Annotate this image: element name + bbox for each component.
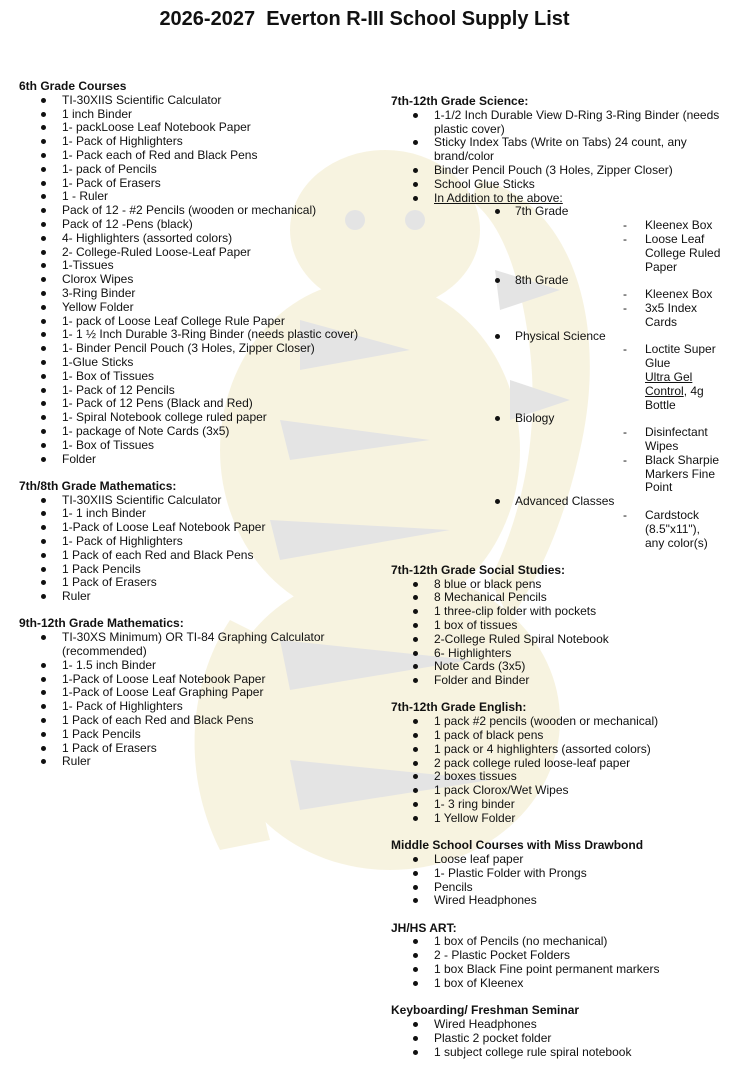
list-item: 1- Pack of Erasers [19,177,364,191]
list-item: 1 pack of black pens [391,729,721,743]
list-item: Pack of 12 - #2 Pencils (wooden or mechanical) [19,204,364,218]
list-item: 1-Pack of Loose Leaf Graphing Paper [19,686,364,700]
section-heading: 7th/8th Grade Mathematics: [19,478,177,493]
list-item: 1 box of Pencils (no mechanical) [391,935,721,949]
supply-list [19,494,364,604]
list-item: 1- Pack of Highlighters [19,700,364,714]
list-item: Folder [19,453,364,467]
list-item: 1 pack or 4 highlighters (assorted colors) [391,743,721,757]
section-heading: 7th-12th Grade Social Studies: [391,562,566,577]
list-item: 1-Pack of Loose Leaf Notebook Paper [19,521,364,535]
section-heading: 7th-12th Grade English: [391,700,527,715]
section-9-12-math [19,617,364,769]
supply-list [19,94,364,467]
sub-list-item [434,330,721,413]
list-item: 1 pack #2 pencils (wooden or mechanical) [391,715,721,729]
section-english [391,701,721,825]
sub-list [434,205,721,550]
grade-label: 7th Grade [515,204,569,219]
list-item: 1- 1 ½ Inch Durable 3-Ring Binder (needs plastic cover) [19,328,364,342]
section-science [391,95,721,550]
list-item: 1- Pack of Highlighters [19,535,364,549]
underlined-text: Ultra Gel Control [645,369,693,398]
list-item: Wired Headphones [391,1018,721,1032]
sub-list-item [434,274,721,329]
supply-list [391,1018,721,1059]
list-item: 2 pack college ruled loose-leaf paper [391,757,721,771]
section-heading: 7th-12th Grade Science: [391,94,529,108]
list-item: Folder and Binder [391,674,721,688]
list-item: 1 Pack Pencils [19,728,364,742]
list-item: 1 pack Clorox/Wet Wipes [391,784,721,798]
dash-item: - Disinfectant Wipes [515,426,721,454]
list-item: 1- Plastic Folder with Prongs [391,867,721,881]
continued-item [515,371,721,412]
dash-item: - Kleenex Box [515,288,721,302]
list-item: 1- 1.5 inch Binder [19,659,364,673]
left-column [19,80,364,783]
list-item: 1- Binder Pencil Pouch (3 Holes, Zipper Closer) [19,342,364,356]
supply-list [391,853,721,908]
sub-list-item [434,495,721,550]
list-item: 1 three-clip folder with pockets [391,605,721,619]
list-item: 1-Tissues [19,259,364,273]
list-item: 1-Pack of Loose Leaf Notebook Paper [19,673,364,687]
list-item: 1- package of Note Cards (3x5) [19,425,364,439]
list-item: Yellow Folder [19,301,364,315]
list-item: 8 Mechanical Pencils [391,591,721,605]
section-6th-grade [19,80,364,466]
list-item: 1 Pack of Erasers [19,576,364,590]
list-item: 1 box Black Fine point permanent markers [391,963,721,977]
list-item: TI-30XIIS Scientific Calculator [19,94,364,108]
page-title: 2026-2027 Everton R-III School Supply List [159,8,570,30]
dash-item: - Loose Leaf College Ruled Paper [515,233,721,274]
dash-item: - Black Sharpie Markers Fine Point [515,454,721,495]
section-heading: Middle School Courses with Miss Drawbond [391,838,644,853]
section-middle-school [391,839,721,908]
list-item: 1 Pack Pencils [19,563,364,577]
list-item: 1 subject college rule spiral notebook [391,1046,721,1060]
supply-list [391,192,721,551]
list-item: 6- Highlighters [391,647,721,661]
list-item: 1- pack of Pencils [19,163,364,177]
section-heading: 9th-12th Grade Mathematics: [19,616,184,631]
list-item: 2 - Plastic Pocket Folders [391,949,721,963]
list-item: 1- packLoose Leaf Notebook Paper [19,121,364,135]
list-item: 1 Pack of each Red and Black Pens [19,714,364,728]
list-item: Loose leaf paper [391,853,721,867]
list-item: 1 box of tissues [391,619,721,633]
list-item: 1-Glue Sticks [19,356,364,370]
list-item: Ruler [19,590,364,604]
dash-item: - Loctite Super Glue [515,343,721,371]
supply-list [391,715,721,825]
list-item: TI-30XS Minimum) OR TI-84 Graphing Calculator (recommended) [19,631,364,659]
list-item: 1 Pack of Erasers [19,742,364,756]
list-item: Ruler [19,755,364,769]
list-item: Pack of 12 -Pens (black) [19,218,364,232]
item-text: , 4g Bottle [645,383,704,412]
list-item: 1- Pack of 12 Pens (Black and Red) [19,397,364,411]
addition-label: In Addition to the above: [434,190,563,205]
section-heading: Keyboarding/ Freshman Seminar [391,1003,580,1018]
list-item: TI-30XIIS Scientific Calculator [19,494,364,508]
list-item: Clorox Wipes [19,273,364,287]
list-item: School Glue Sticks [391,178,721,192]
list-item: Plastic 2 pocket folder [391,1032,721,1046]
course-label: Advanced Classes [515,494,615,509]
section-7-8-math [19,480,364,604]
list-item: Note Cards (3x5) [391,660,721,674]
list-item: 2- College-Ruled Loose-Leaf Paper [19,246,364,260]
list-item: 1- 3 ring binder [391,798,721,812]
supply-list [391,935,721,990]
list-item: 1 box of Kleenex [391,977,721,991]
grade-label: 8th Grade [515,273,569,288]
sub-list-item [434,412,721,495]
list-item: Pencils [391,881,721,895]
dash-item: - Kleenex Box [515,219,721,233]
dash-item: - Cardstock (8.5"x11"), any color(s) [515,509,721,550]
list-item: 1-1/2 Inch Durable View D-Ring 3-Ring Binder (needs plastic cover) [391,109,721,137]
section-art [391,922,721,991]
list-item: 1- Box of Tissues [19,439,364,453]
sub-list-item [434,205,721,274]
list-item: 1- Spiral Notebook college ruled paper [19,411,364,425]
list-item: Binder Pencil Pouch (3 Holes, Zipper Closer) [391,164,721,178]
course-label: Physical Science [515,328,606,343]
list-item: Wired Headphones [391,894,721,908]
list-item: 2 boxes tissues [391,770,721,784]
list-item: 8 blue or black pens [391,578,721,592]
section-heading: JH/HS ART: [391,920,457,935]
section-heading: 6th Grade Courses [19,79,127,93]
section-social-studies [391,564,721,688]
list-item: 1 Yellow Folder [391,812,721,826]
list-item: 1 inch Binder [19,108,364,122]
list-item: 3-Ring Binder [19,287,364,301]
list-item: 1- 1 inch Binder [19,507,364,521]
list-item: 1 Pack of each Red and Black Pens [19,549,364,563]
supply-list [19,631,364,769]
list-item: 1- Pack each of Red and Black Pens [19,149,364,163]
section-keyboarding [391,1004,721,1059]
list-item: 1- Box of Tissues [19,370,364,384]
dash-item: - 3x5 Index Cards [515,302,721,330]
list-item: 2-College Ruled Spiral Notebook [391,633,721,647]
list-item: Sticky Index Tabs (Write on Tabs) 24 count, any brand/color [391,136,721,164]
supply-list [391,578,721,688]
list-item: 1 - Ruler [19,190,364,204]
list-item: 1- pack of Loose Leaf College Rule Paper [19,315,364,329]
course-label: Biology [515,411,555,426]
list-item [391,192,721,551]
list-item: 1- Pack of 12 Pencils [19,384,364,398]
right-column [391,95,721,1073]
supply-list [391,109,721,192]
list-item: 4- Highlighters (assorted colors) [19,232,364,246]
list-item: 1- Pack of Highlighters [19,135,364,149]
